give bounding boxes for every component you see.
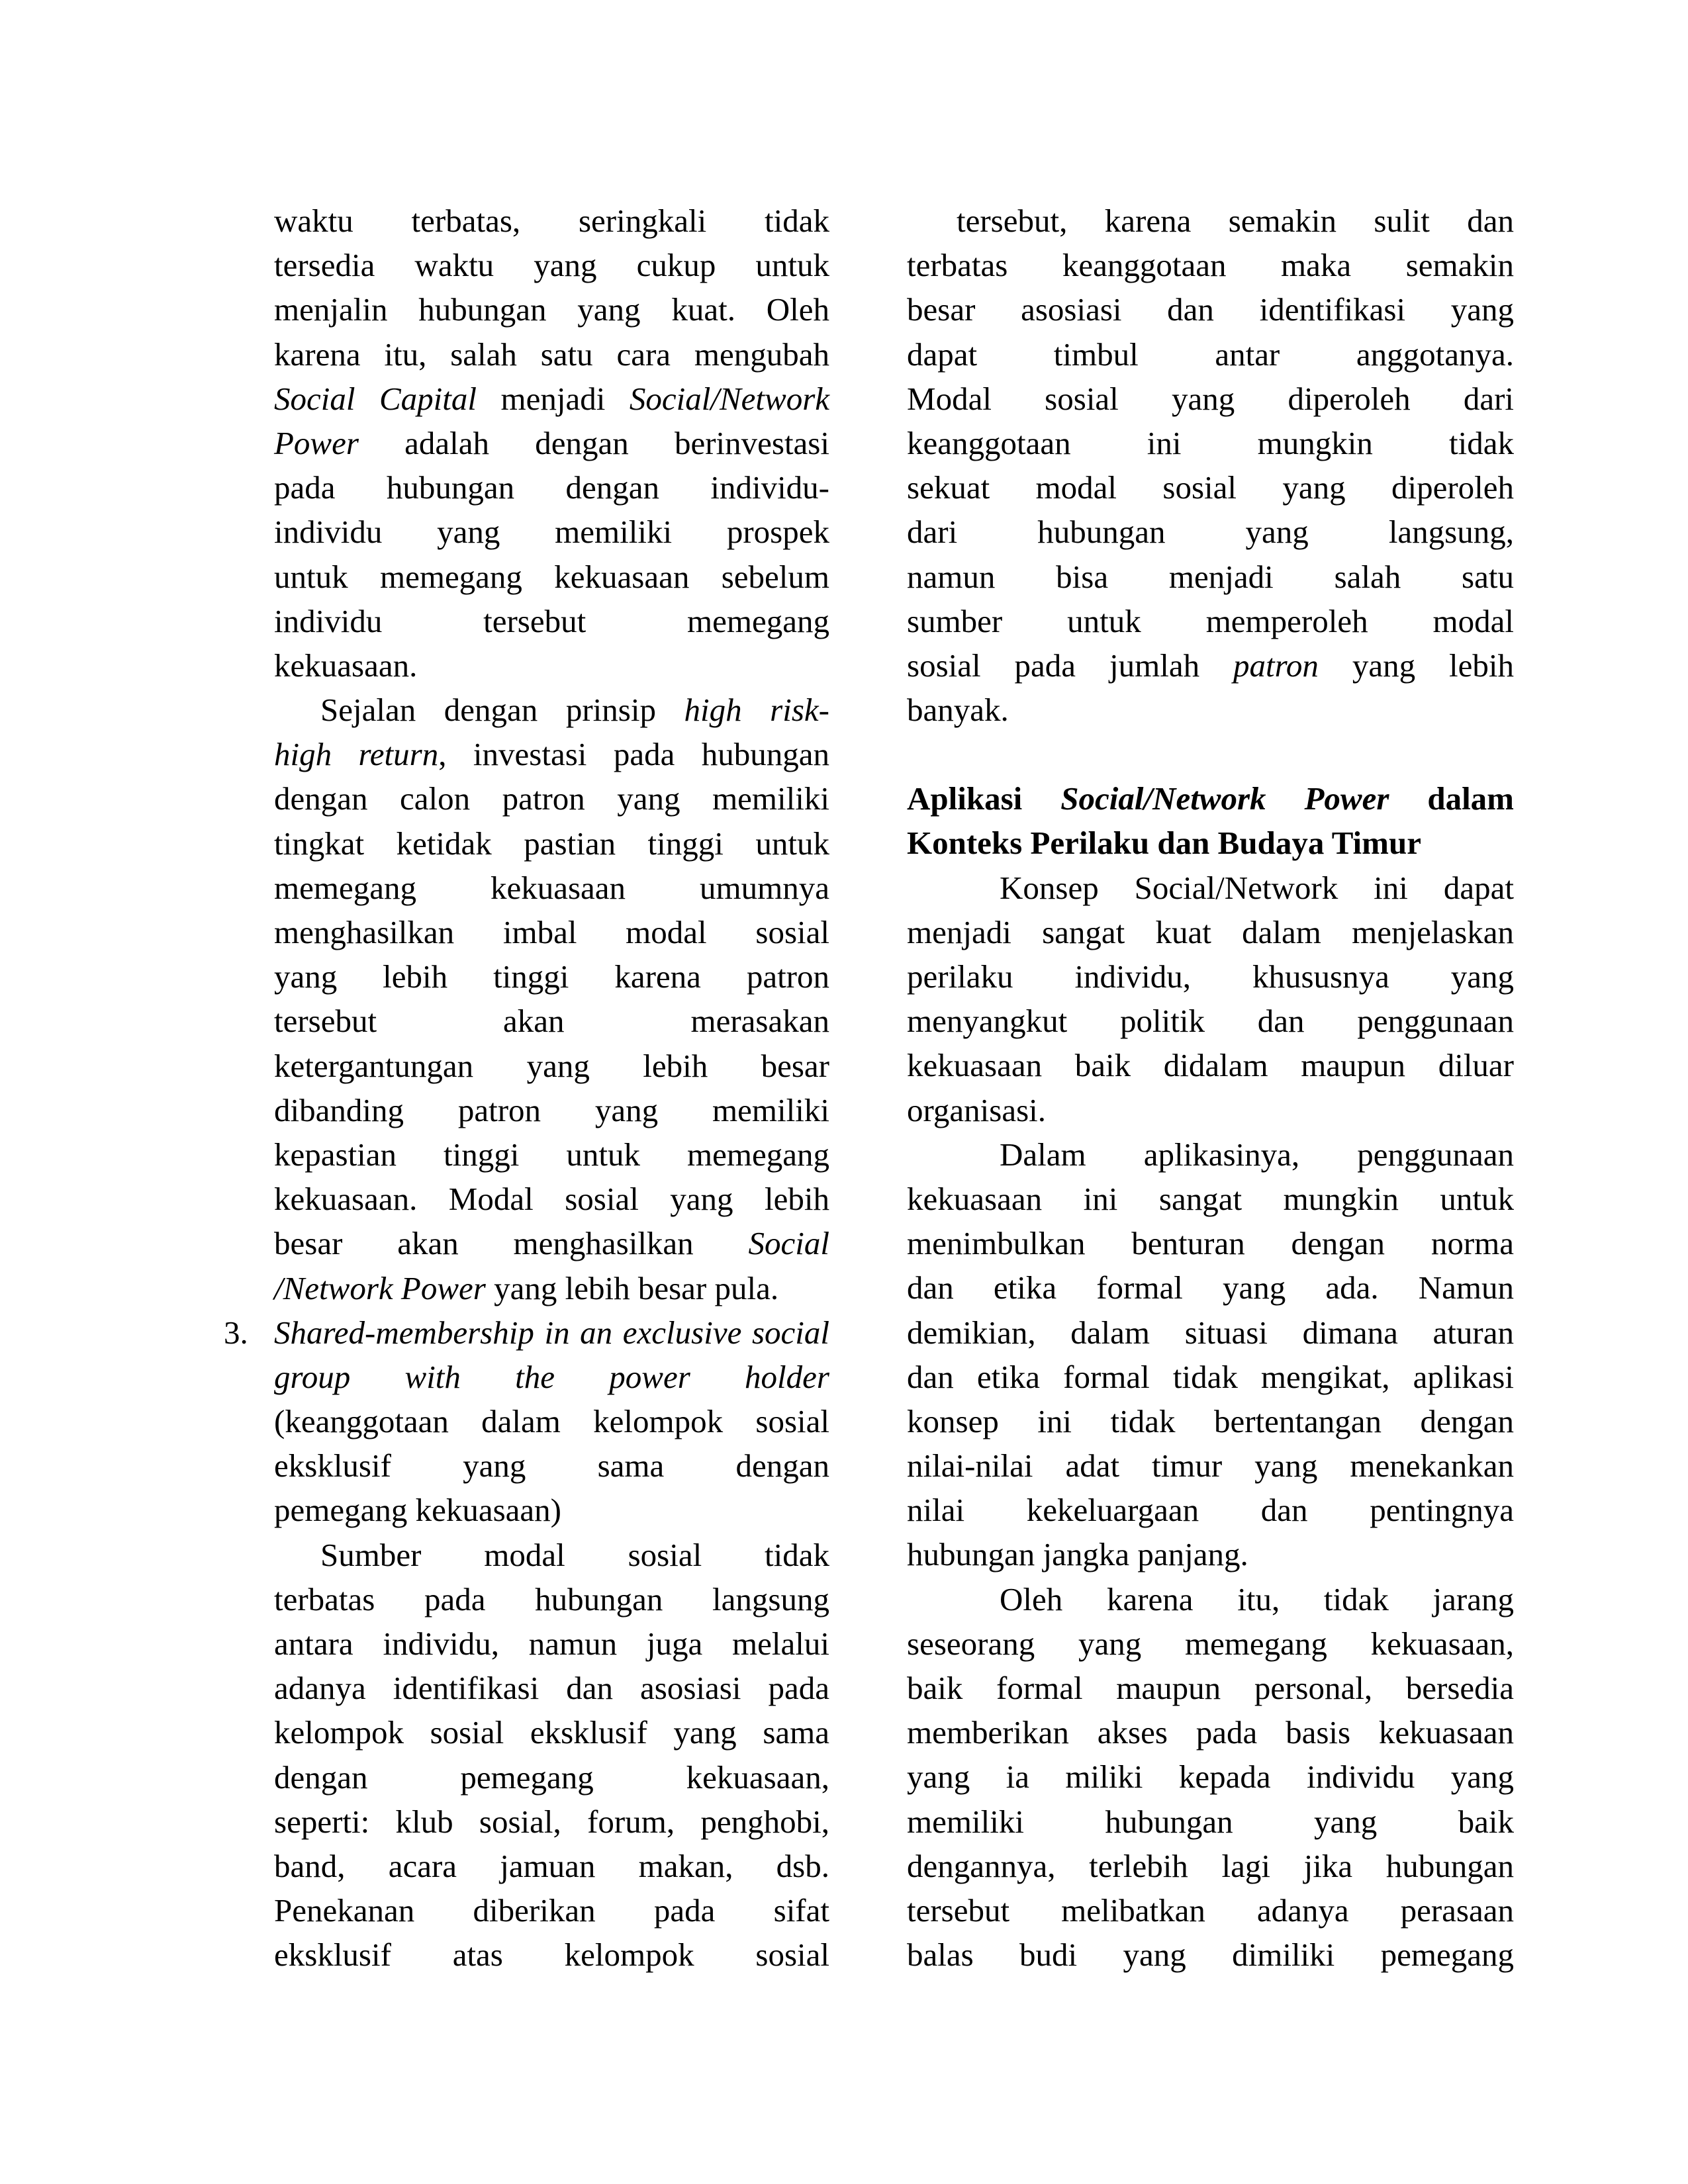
italic-text: high risk- bbox=[684, 692, 829, 729]
text-run: sumber untuk memperoleh modal bbox=[907, 602, 1514, 639]
text-line bbox=[907, 421, 1514, 465]
text-line bbox=[907, 1088, 1514, 1132]
text-line bbox=[274, 377, 829, 421]
paragraph bbox=[907, 866, 1514, 1132]
text-line bbox=[274, 1666, 829, 1710]
text-line bbox=[907, 1933, 1514, 1977]
text-line bbox=[274, 1799, 829, 1844]
right-column bbox=[907, 199, 1514, 1977]
text-run: dapat timbul antar anggotanya. bbox=[907, 336, 1514, 373]
text-line bbox=[274, 732, 829, 776]
text-line bbox=[907, 954, 1514, 999]
text-run: organisasi. bbox=[907, 1091, 1047, 1128]
text-line bbox=[274, 1710, 829, 1754]
paragraph bbox=[907, 1132, 1514, 1577]
text-line bbox=[907, 866, 1514, 910]
text-run: Dalam aplikasinya, penggunaan bbox=[1000, 1136, 1514, 1173]
text-run: waktu terbatas, seringkali tidak bbox=[274, 203, 829, 239]
text-line bbox=[907, 1265, 1514, 1310]
text-run: Sejalan dengan prinsip bbox=[320, 692, 684, 729]
italic-text: patron bbox=[1233, 647, 1319, 684]
list-item bbox=[224, 1310, 829, 1533]
text-run: dan etika formal tidak mengikat, aplikasi bbox=[907, 1358, 1514, 1395]
text-run: pemegang kekuasaan) bbox=[274, 1492, 561, 1529]
text-run: Modal sosial yang diperoleh dari bbox=[907, 380, 1514, 417]
text-run: Oleh karena itu, tidak jarang bbox=[1000, 1580, 1514, 1617]
text-line bbox=[274, 1533, 829, 1577]
text-line bbox=[907, 999, 1514, 1043]
text-line bbox=[274, 999, 829, 1043]
paragraph bbox=[907, 199, 1514, 732]
text-run: Konsep Social/Network ini dapat bbox=[1000, 869, 1514, 906]
text-line bbox=[274, 643, 829, 688]
text-line bbox=[907, 1799, 1514, 1844]
text-line bbox=[907, 1177, 1514, 1221]
text-run: tersedia waktu yang cukup untuk bbox=[274, 247, 829, 284]
text-line bbox=[274, 599, 829, 643]
text-line bbox=[907, 1666, 1514, 1710]
text-line bbox=[907, 599, 1514, 643]
text-run: dari hubungan yang langsung, bbox=[907, 514, 1514, 551]
list-number: 3. bbox=[224, 1314, 248, 1351]
text-line bbox=[274, 1399, 829, 1443]
text-line bbox=[274, 821, 829, 866]
text-run: yang lebih tinggi karena patron bbox=[274, 958, 829, 995]
text-line bbox=[907, 1355, 1514, 1399]
text-run: menjadi bbox=[477, 380, 630, 417]
text-line bbox=[274, 1443, 829, 1488]
text-run: konsep ini tidak bertentangan dengan bbox=[907, 1402, 1514, 1439]
text-run: tersebut melibatkan adanya perasaan bbox=[907, 1891, 1514, 1929]
text-line bbox=[274, 421, 829, 465]
italic-text: Social bbox=[748, 1225, 829, 1262]
text-line bbox=[274, 1621, 829, 1666]
text-line bbox=[274, 1221, 829, 1265]
text-line bbox=[907, 1754, 1514, 1799]
text-run: dan etika formal yang ada. Namun bbox=[907, 1269, 1514, 1306]
text-run: menyangkut politik dan penggunaan bbox=[907, 1003, 1514, 1040]
text-run: menghasilkan imbal modal sosial bbox=[274, 914, 829, 950]
text-run: banyak. bbox=[907, 692, 1009, 729]
text-run: individu tersebut memegang bbox=[274, 602, 829, 639]
text-line bbox=[907, 1621, 1514, 1666]
text-run: menjalin hubungan yang kuat. Oleh bbox=[274, 291, 829, 328]
text-line bbox=[907, 1443, 1514, 1488]
italic-text: Social Capital bbox=[274, 380, 477, 417]
text-run: kepastian tinggi untuk memegang bbox=[274, 1136, 829, 1173]
text-line bbox=[907, 510, 1514, 554]
text-line bbox=[907, 1043, 1514, 1087]
text-run: eksklusif atas kelompok sosial bbox=[274, 1936, 829, 1974]
paragraph bbox=[274, 1533, 829, 1978]
italic-text: Social/Network Power bbox=[1060, 780, 1389, 817]
text-run: dibanding patron yang memiliki bbox=[274, 1091, 829, 1128]
italic-text: group with the power holder bbox=[274, 1358, 829, 1395]
text-run: sekuat modal sosial yang diperoleh bbox=[907, 469, 1514, 506]
text-line bbox=[274, 688, 829, 732]
text-line bbox=[907, 1488, 1514, 1532]
text-line bbox=[907, 821, 1514, 865]
text-line bbox=[907, 1577, 1514, 1621]
text-run: adanya identifikasi dan asosiasi pada bbox=[274, 1670, 829, 1707]
text-line bbox=[274, 1488, 829, 1532]
text-line bbox=[274, 465, 829, 510]
text-run: dalam bbox=[1389, 780, 1514, 817]
text-line bbox=[907, 688, 1514, 732]
text-run: besar asosiasi dan identifikasi yang bbox=[907, 291, 1514, 328]
text-line bbox=[907, 643, 1514, 688]
text-run: tersebut, karena semakin sulit dan bbox=[957, 203, 1514, 239]
text-line bbox=[907, 1310, 1514, 1355]
text-run: kekuasaan baik didalam maupun diluar bbox=[907, 1047, 1514, 1084]
text-run: tingkat ketidak pastian tinggi untuk bbox=[274, 825, 829, 862]
text-line bbox=[274, 866, 829, 910]
text-line bbox=[274, 1177, 829, 1221]
text-line bbox=[907, 287, 1514, 332]
text-line bbox=[274, 954, 829, 999]
text-run: menimbulkan benturan dengan norma bbox=[907, 1225, 1514, 1262]
italic-text: Power bbox=[274, 424, 359, 461]
text-line bbox=[907, 377, 1514, 421]
italic-text: Shared-membership in an exclusive social bbox=[274, 1314, 829, 1351]
text-line bbox=[274, 1844, 829, 1888]
text-line bbox=[907, 199, 1514, 243]
text-line bbox=[274, 910, 829, 954]
text-run: (keanggotaan dalam kelompok sosial bbox=[274, 1403, 829, 1440]
left-column bbox=[224, 199, 830, 1978]
text-line bbox=[274, 1355, 829, 1399]
text-run: nilai kekeluargaan dan pentingnya bbox=[907, 1492, 1514, 1529]
text-run: menjadi sangat kuat dalam menjelaskan bbox=[907, 913, 1514, 950]
text-run: seseorang yang memegang kekuasaan, bbox=[907, 1625, 1514, 1662]
text-line bbox=[274, 1577, 829, 1621]
text-line bbox=[274, 776, 829, 821]
text-run: Konteks Perilaku dan Budaya Timur bbox=[907, 825, 1421, 862]
text-run: yang lebih besar pula. bbox=[485, 1269, 779, 1306]
text-line bbox=[907, 332, 1514, 377]
text-line bbox=[907, 465, 1514, 510]
spacer bbox=[907, 732, 1514, 776]
text-line bbox=[907, 1532, 1514, 1576]
text-run: , investasi pada hubungan bbox=[438, 736, 829, 773]
text-line bbox=[274, 1933, 829, 1977]
text-run: eksklusif yang sama dengan bbox=[274, 1447, 829, 1484]
paragraph bbox=[274, 688, 829, 1310]
text-line bbox=[907, 1221, 1514, 1265]
text-line bbox=[907, 1399, 1514, 1443]
text-run: yang lebih bbox=[1318, 647, 1514, 684]
text-run: yang ia miliki kepada individu yang bbox=[907, 1758, 1514, 1796]
text-run: terbatas pada hubungan langsung bbox=[274, 1580, 829, 1617]
text-line bbox=[907, 555, 1514, 599]
text-line bbox=[274, 332, 829, 377]
text-line bbox=[274, 287, 829, 332]
text-line bbox=[907, 910, 1514, 954]
section-heading bbox=[907, 776, 1514, 865]
text-line bbox=[907, 243, 1514, 287]
list-item-text bbox=[274, 1310, 829, 1533]
text-run: kekuasaan ini sangat mungkin untuk bbox=[907, 1180, 1514, 1217]
text-line bbox=[907, 1710, 1514, 1754]
italic-text: Social/Network bbox=[629, 380, 830, 417]
text-line bbox=[274, 1310, 829, 1355]
text-line bbox=[907, 1844, 1514, 1888]
text-run: terbatas keanggotaan maka semakin bbox=[907, 247, 1514, 284]
text-line bbox=[274, 510, 829, 554]
text-run: memegang kekuasaan umumnya bbox=[274, 869, 829, 906]
text-run: kekuasaan. bbox=[274, 647, 418, 684]
text-run: demikian, dalam situasi dimana aturan bbox=[907, 1314, 1514, 1351]
text-line bbox=[274, 1266, 829, 1310]
text-line bbox=[907, 1132, 1514, 1177]
text-line bbox=[274, 1044, 829, 1088]
text-run: individu yang memiliki prospek bbox=[274, 514, 829, 551]
text-run: Penekanan diberikan pada sifat bbox=[274, 1892, 829, 1929]
text-run: untuk memegang kekuasaan sebelum bbox=[274, 558, 829, 595]
text-run: Sumber modal sosial tidak bbox=[320, 1536, 829, 1573]
text-run: perilaku individu, khususnya yang bbox=[907, 958, 1514, 995]
text-run: balas budi yang dimiliki pemegang bbox=[907, 1936, 1514, 1974]
text-run: namun bisa menjadi salah satu bbox=[907, 558, 1514, 595]
text-run: tersebut akan merasakan bbox=[274, 1003, 829, 1040]
text-run: sosial pada jumlah bbox=[907, 647, 1234, 684]
text-run: memberikan akses pada basis kekuasaan bbox=[907, 1714, 1514, 1751]
italic-text: /Network Power bbox=[274, 1269, 486, 1306]
text-line bbox=[274, 1088, 829, 1132]
italic-text: high return bbox=[274, 736, 439, 773]
text-run: pada hubungan dengan individu- bbox=[274, 469, 829, 506]
text-line bbox=[907, 776, 1514, 821]
text-run: kekuasaan. Modal sosial yang lebih bbox=[274, 1181, 829, 1218]
text-run: besar akan menghasilkan bbox=[274, 1225, 749, 1262]
text-run: dengan calon patron yang memiliki bbox=[274, 780, 829, 817]
text-line bbox=[274, 243, 829, 287]
text-run: nilai-nilai adat timur yang menekankan bbox=[907, 1447, 1514, 1484]
paragraph bbox=[907, 1577, 1514, 1978]
text-run: Aplikasi bbox=[907, 780, 1061, 817]
text-run: antara individu, namun juga melalui bbox=[274, 1625, 829, 1662]
text-run: ketergantungan yang lebih besar bbox=[274, 1047, 829, 1084]
text-run: memiliki hubungan yang baik bbox=[907, 1803, 1514, 1840]
text-run: seperti: klub sosial, forum, penghobi, bbox=[274, 1803, 829, 1840]
text-line bbox=[274, 1132, 829, 1177]
text-run: baik formal maupun personal, bersedia bbox=[907, 1670, 1514, 1706]
text-run: adalah dengan berinvestasi bbox=[358, 424, 829, 461]
text-run: karena itu, salah satu cara mengubah bbox=[274, 336, 829, 373]
text-run: dengannya, terlebih lagi jika hubungan bbox=[907, 1847, 1514, 1884]
text-run: dengan pemegang kekuasaan, bbox=[274, 1758, 829, 1796]
text-run: keanggotaan ini mungkin tidak bbox=[907, 424, 1514, 461]
text-line bbox=[274, 555, 829, 599]
text-run: hubungan jangka panjang. bbox=[907, 1536, 1248, 1573]
text-run: band, acara jamuan makan, dsb. bbox=[274, 1847, 829, 1884]
paragraph bbox=[274, 199, 829, 688]
text-line bbox=[274, 199, 829, 243]
text-run: kelompok sosial eksklusif yang sama bbox=[274, 1714, 829, 1751]
text-line bbox=[274, 1888, 829, 1933]
text-line bbox=[907, 1888, 1514, 1933]
text-line bbox=[274, 1755, 829, 1799]
